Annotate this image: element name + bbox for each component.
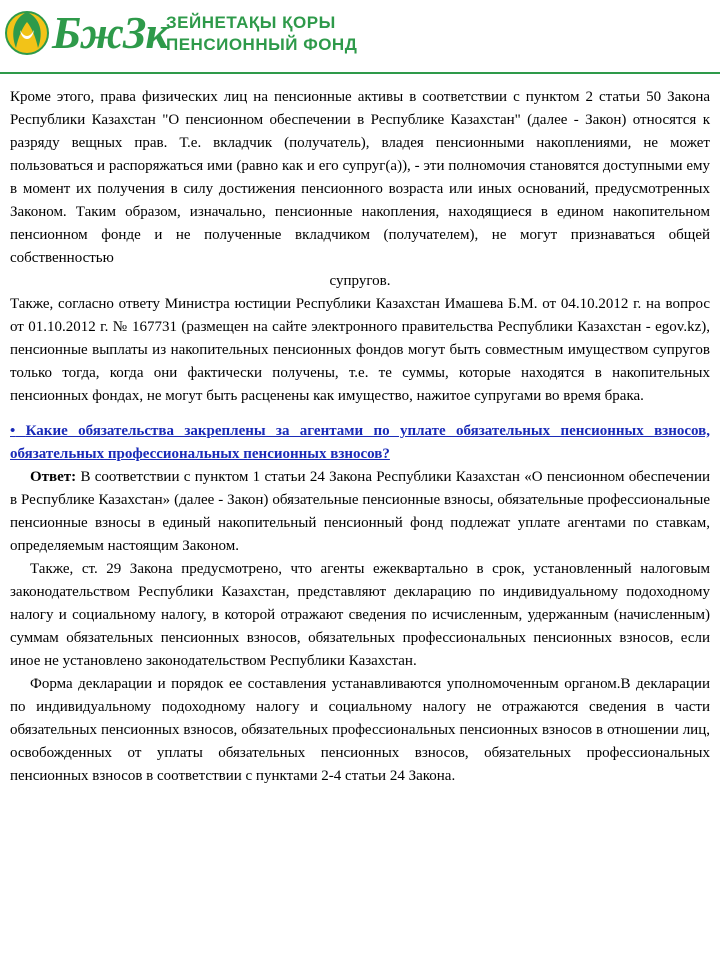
org-name-ru: ПЕНСИОННЫЙ ФОНД (166, 35, 358, 54)
logo-emblem-icon (4, 8, 50, 58)
document-body (10, 86, 710, 788)
bullet: • (10, 423, 16, 439)
question-link[interactable] (10, 420, 710, 466)
question-text: Какие обязательства закреплены за агентами по уплате обязательных пенсионных взносов, обязательных профессиональных пенсионных взносов? (10, 423, 710, 462)
header-divider (0, 72, 720, 74)
organization-name (166, 12, 357, 56)
answer-label: Ответ: (30, 469, 77, 485)
paragraph-1-end: супругов. (329, 273, 391, 289)
header (0, 0, 720, 70)
paragraph-2: Также, согласно ответу Министра юстиции Республики Казахстан Имашева Б.М. от 04.10.2012 г. на вопрос от 01.10.2012 г. № 167731 (размещен на сайте электронного правительства Республики Казахстан - egov.kz), пенсионные выплаты из накопительных пенсионных фондов могут быть совместным имуществом супругов только тогда, когда они фактически получены, т.е. те суммы, которые находятся в накопительных пенсионных фондах, не могут быть расценены как имущество, нажитое супругами во время брака. (10, 296, 710, 404)
answer-paragraph-2: Также, ст. 29 Закона предусмотрено, что агенты ежеквартально в срок, установленный налоговым законодательством Республики Казахстан, представляют декларацию по индивидуальному подоходному налогу и социальному налогу, в которой отражают сведения по исчисленным, удержанным (начисленным) суммам обязательных пенсионных взносов, обязательных профессиональных пенсионных взносов, если иное не установлено законодательством Республики Казахстан. (10, 561, 710, 669)
paragraph-1: Кроме этого, права физических лиц на пенсионные активы в соответствии с пунктом 2 статьи 50 Закона Республики Казахстан "О пенсионном обеспечении в Республике Казахстан" (далее - Закон) относятся к разряду вещных прав. Т.е. вкладчик (получатель), владея пенсионными накоплениями, не может пользоваться и распоряжаться ими (равно как и его супруг(а)), - эти полномочия становятся доступными ему в момент их получения в силу достижения пенсионного возраста или иных оснований, предусмотренных Законом. Таким образом, изначально, пенсионные накопления, находящиеся в едином накопительном пенсионном фонде и не полученные вкладчиком (получателем), не могут признаваться общей собственностью (10, 89, 710, 266)
answer-paragraph-3: Форма декларации и порядок ее составления устанавливаются уполномоченным органом.В декларации по индивидуальному подоходному налогу и социальному налогу не отражаются сведения в части обязательных пенсионных взносов, обязательных профессиональных пенсионных взносов в отношении лиц, освобожденных от уплаты обязательных пенсионных взносов, обязательных профессиональных пенсионных взносов в соответствии с пунктами 2-4 статьи 24 Закона. (10, 676, 710, 784)
logo-text: БжЗк (52, 7, 168, 58)
answer-text-1: В соответствии с пунктом 1 статьи 24 Закона Республики Казахстан «О пенсионном обеспечении в Республике Казахстан» (далее - Закон) обязательные пенсионные взносы, обязательные профессиональные пенсионные взносы в единый накопительный пенсионный фонд подлежат уплате агентами по ставкам, определяемым настоящим Законом. (10, 469, 710, 554)
answer-paragraph-1 (10, 466, 710, 558)
org-name-kz: ЗЕЙНЕТАҚЫ ҚОРЫ (166, 13, 336, 32)
